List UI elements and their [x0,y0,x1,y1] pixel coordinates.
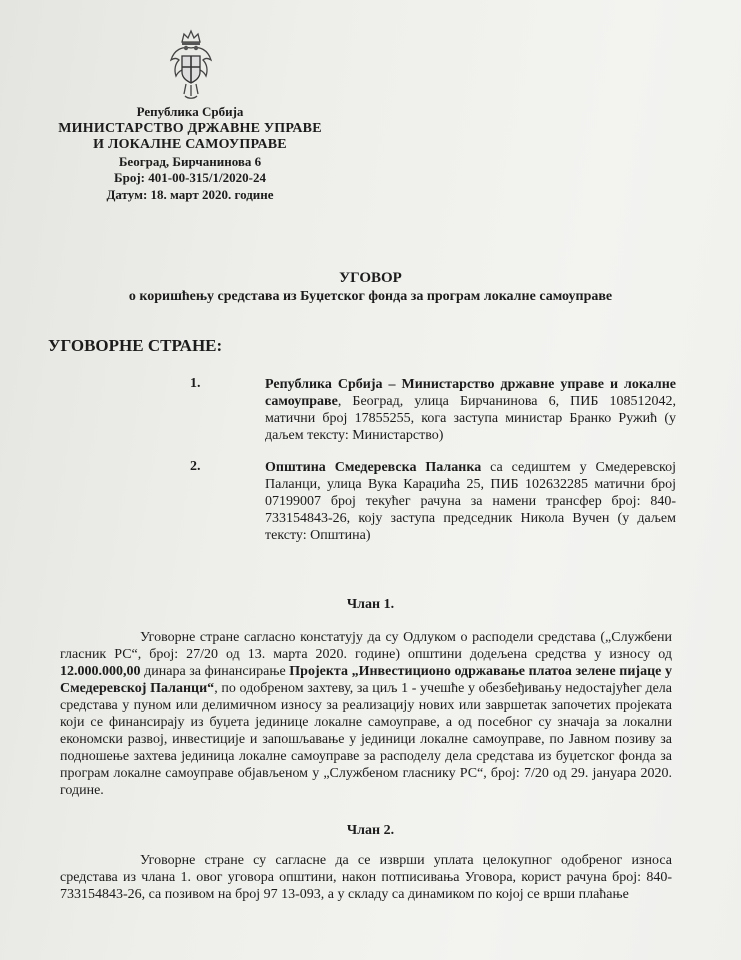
letterhead [50,104,330,203]
contract-title: УГОВОР [339,270,402,286]
article-1-heading: Члан 1. [346,597,395,612]
article-text-part: динара за финансирање [140,664,290,679]
parties-heading: УГОВОРНЕ СТРАНЕ: [48,336,223,355]
ministry-name-line2: И ЛОКАЛНЕ САМОУПРАВЕ [93,137,287,152]
republic-name: Република Србија [136,104,244,119]
party-municipality [265,459,676,544]
party-ministry [265,376,676,444]
party-details: са седиштем у Смедеревској Паланци, улица Вука Караџића 25, ПИБ 102632285 матични број 07199007 број текућег рачуна за намени трансфер број: 840-733154843-26, коју заступа председник Никола Вучен (у даљем тексту: Општина) [265,460,676,543]
party-name: Република Србија – Министарство државне управе и локалне самоуправе [265,377,676,409]
party-number: 1. [190,376,201,391]
article-2-text [60,852,672,903]
document-date: Датум: 18. март 2020. године [106,186,274,202]
party-number: 2. [190,459,201,474]
grant-amount: 12.000.000,00 [60,664,141,679]
party-details: , Београд, улица Бирчанинова 6, ПИБ 108512042, матични број 17855255, кога заступа министар Бранко Ружић (у даљем тексту: Министарство) [265,394,676,443]
article-text-part: Уговорне стране сагласно констатују да су Одлуком о расподели средстава („Службени гласник РС“, број: 27/20 од 13. марта 2020. године) општини додељена средства у износу од [60,630,672,662]
article-text-part: Уговорне стране су сагласне да се изврши уплата целокупног одобреног износа средстава из члана 1. овог уговора општини, након потписивања Уговора, корист рачуна број: 840-733154843-26, са позивом на број 97 13-093, а у складу са динамиком по којој се врши плаћање [60,853,672,902]
article-2-heading: Члан 2. [346,823,395,838]
article-text-part: , по одобреном захтеву, за циљ 1 - учешће у обезбеђивању недостајућег дела средстава у пуном или делимичном износу за реализацију нових или завршетак започетих пројеката који се финансирају из буџета јединице локалне самоуправе, а од посебног су значаја за локални економски развој, инвестиције и запошљавање у јединици локалне самоуправе, по Јавном позиву за подношење захтева јединица локалне самоуправе за расподелу дела средстава из буџетског фонда за програм локалне самоуправе објављеном у „Службеном гласнику РС“, број: 7/20 од 29. јануара 2020. године. [60,681,673,798]
article-1-text [60,629,672,799]
document-number: Број: 401-00-315/1/2020-24 [114,170,266,185]
contract-subtitle: о коришћењу средстава из Буџетског фонда за програм локалне самоуправе [128,289,613,304]
ministry-name-line1: МИНИСТАРСТВО ДРЖАВНЕ УПРАВЕ [58,120,322,136]
project-name: Пројекта „Инвестиционо одржавање платоа зелене пијаце у Смедеревској Паланци“ [60,664,672,696]
coat-of-arms-icon [168,28,214,102]
ministry-address: Београд, Бирчанинова 6 [118,153,262,169]
party-name: Општина Смедеревска Паланка [265,460,482,475]
